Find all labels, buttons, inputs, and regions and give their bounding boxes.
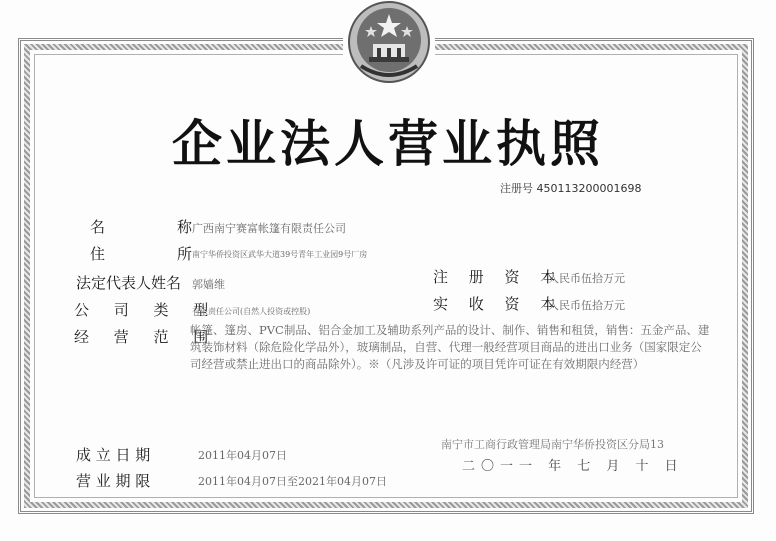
document-title: 企业法人营业执照 — [172, 115, 604, 173]
term-label: 营 业 期 限 — [76, 472, 151, 490]
business-scope-label: 经 营 范 围 — [74, 328, 219, 346]
registration-number — [500, 180, 641, 196]
registration-label: 注册号 — [500, 182, 533, 195]
established-label: 成 立 日 期 — [76, 446, 151, 464]
legal-rep-value: 郭嫱维 — [192, 278, 225, 291]
registered-capital-label: 注 册 资 本 — [433, 268, 564, 286]
paid-capital-value: 人民币伍拾万元 — [548, 299, 625, 312]
term-value: 2011年04月07日至2021年04月07日 — [198, 475, 387, 488]
registered-capital-value: 人民币伍拾万元 — [548, 272, 625, 285]
established-value: 2011年04月07日 — [198, 449, 287, 462]
business-scope-value: 帐篷、篷房、PVC制品、铝合金加工及辅助系列产品的设计、制作、销售和租赁，销售：五金产品、建筑装饰材料（除危险化学品外），玻璃制品，自营、代理一般经营项目商品的进出口业务（国家限定公司经营或禁止进出口的商品除外）。※（凡涉及许可证的项目凭许可证在有效期限内经营） — [190, 323, 710, 371]
name-value: 广西南宁赛富帐篷有限责任公司 — [192, 222, 346, 235]
company-type-label: 公 司 类 型 — [74, 301, 219, 319]
legal-rep-label: 法定代表人姓名 — [76, 274, 182, 292]
company-type-value: 有限责任公司(自然人投资或控股) — [192, 307, 311, 316]
paid-capital-label: 实 收 资 本 — [433, 295, 564, 313]
registration-value: 450113200001698 — [536, 182, 642, 195]
issue-date: 二〇一一 年 七 月 十 日 — [462, 459, 684, 474]
address-label: 住 所 — [90, 245, 193, 263]
issuing-authority: 南宁市工商行政管理局南宁华侨投资区分局13 — [441, 438, 664, 451]
national-emblem-icon — [343, 0, 435, 88]
address-value: 南宁华侨投资区武华大道39号青年工业园9号厂房 — [192, 250, 368, 259]
name-label: 名 称 — [90, 218, 193, 236]
